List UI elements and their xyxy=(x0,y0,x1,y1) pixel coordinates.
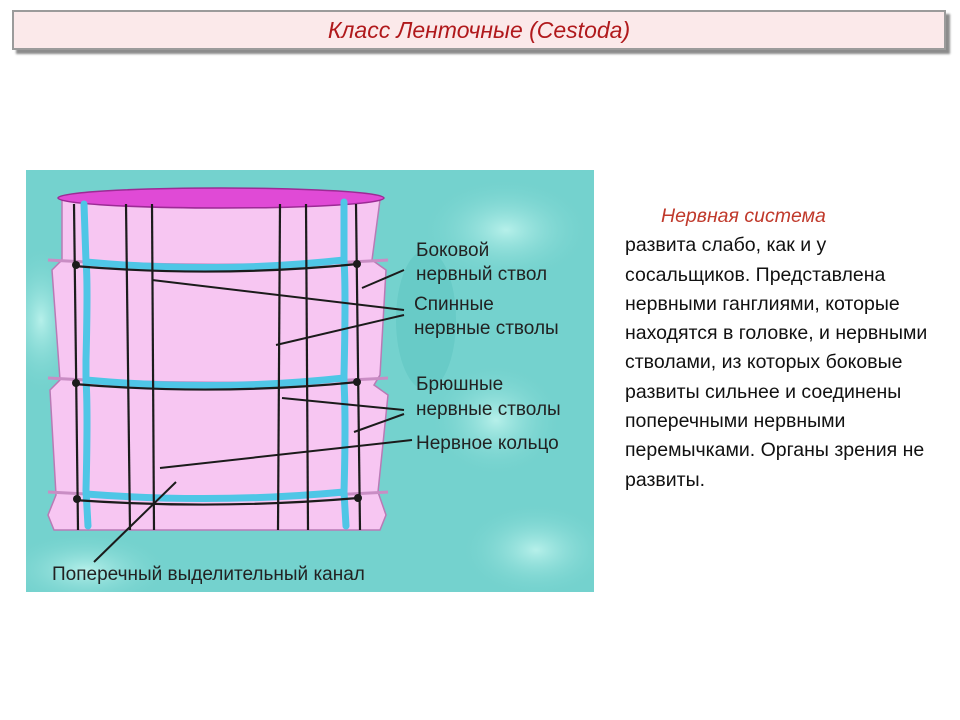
label-lateral-trunk-2: нервный ствол xyxy=(416,264,548,285)
nervous-system-diagram xyxy=(26,170,594,592)
description-body: развита слабо, как и у сосальщиков. Представлена нервными ганглиями, которые находятся в головке, и нервными стволами, из которых боковые развиты сильнее и соединены поперечными нервными перемычками. Органы зрения не развиты. xyxy=(625,234,928,491)
description-heading: Нервная система xyxy=(661,205,826,227)
slide-title-bar xyxy=(12,10,946,50)
label-ventral-trunks-2: нервные стволы xyxy=(416,399,561,420)
nervous-system-figure xyxy=(26,170,594,592)
label-dorsal-trunks-1: Спинные xyxy=(414,294,494,315)
strobila-segments xyxy=(48,200,388,530)
label-excretory-canal: Поперечный выделительный канал xyxy=(52,564,365,585)
label-ventral-trunks-1: Брюшные xyxy=(416,374,504,395)
label-dorsal-trunks-2: нервные стволы xyxy=(414,318,559,339)
top-rim xyxy=(58,188,384,208)
label-nerve-ring: Нервное кольцо xyxy=(416,433,559,454)
slide-title: Класс Ленточные (Cestoda) xyxy=(327,16,631,43)
description-block xyxy=(625,202,935,495)
label-lateral-trunk-1: Боковой xyxy=(416,240,490,261)
